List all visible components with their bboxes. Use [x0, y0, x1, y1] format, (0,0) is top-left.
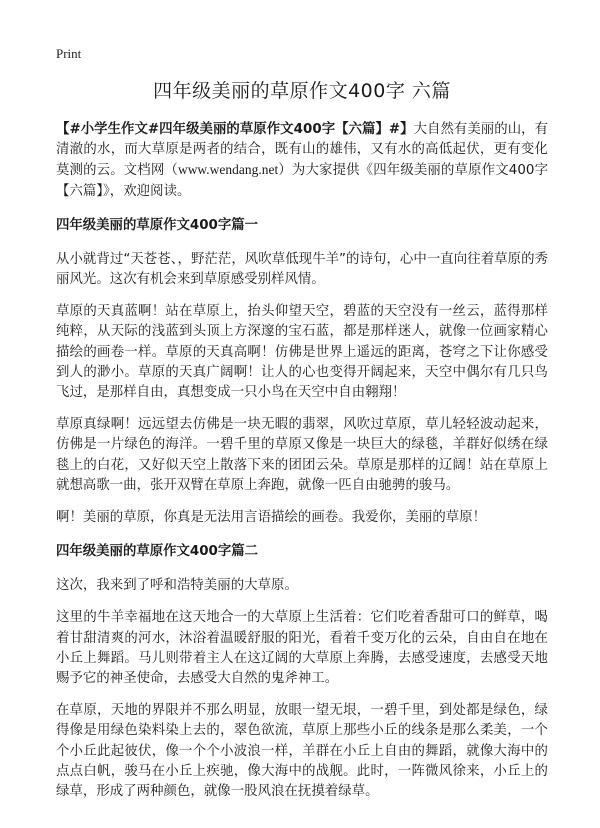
print-link[interactable]: Print — [56, 46, 82, 61]
section-heading-2: 四年级美丽的草原作文400字篇二 — [56, 544, 259, 560]
intro-tag: 【#小学生作文#四年级美丽的草原作文400字【六篇】#】 — [56, 122, 414, 137]
section-2-paragraph-2: 这里的牛羊幸福地在这天地合一的大草原上生活着：它们吃着香甜可口的鲜草，喝着甘甜清爽的河水，沐浴着温暖舒服的阳光，看着千变万化的云朵，自由自在地在小丘上舞蹈。马儿则带着主人在这辽阔的大草原上奔腾，去感受速度，去感受天地赐予它的神圣使命，去感受大自然的鬼斧神工。 — [56, 610, 548, 687]
section-1-paragraph-4: 啊！美丽的草原，你真是无法用言语描绘的画卷。我爱你，美丽的草原！ — [56, 510, 487, 526]
intro-text-end: ）为大家提供《四年级美丽的草原作文400字【六篇】》，欢迎阅读。 — [56, 163, 549, 199]
site-link[interactable]: www.wendang.net — [177, 162, 279, 178]
intro-text: 大自然有美丽的山，有清澈的水，而大草原是两者的结合，既有山的雄伟，又有水的高低起伏，更有变化莫测的云。文档网（ — [56, 122, 549, 179]
document-title: 四年级美丽的草原作文400字 六篇 — [153, 80, 451, 102]
section-1-paragraph-3: 草原真绿啊！远远望去仿佛是一块无暇的翡翠，风吹过草原，草儿轻轻波动起来，仿佛是一片绿色的海洋。一碧千里的草原又像是一块巨大的绿毯，羊群好似绣在绿毯上的白花，又好似天空上散落下来的团团云朵。草原是那样的辽阔！站在草原上就想高歌一曲，张开双臂在草原上奔跑，就像一匹自由驰骋的骏马。 — [56, 417, 548, 493]
section-1-paragraph-1: 从小就背过“天苍苍、，野茫茫，风吹草低现牛羊”的诗句，心中一直向往着草原的秀丽风光。这次有机会来到草原感受别样风情。 — [56, 251, 548, 288]
section-heading-1: 四年级美丽的草原作文400字篇一 — [56, 217, 259, 233]
intro-paragraph — [56, 120, 548, 202]
section-2-paragraph-3: 在草原，天地的界限并不那么明显，放眼一望无垠，一碧千里，到处都是绿色，绿得像是用绿色染料染上去的，翠色欲流，草原上那些小丘的线条是那么柔美，一个个小丘此起彼伏，像一个个小波浪一样，羊群在小丘上自由的舞蹈，就像大海中的点点白帆，骏马在小丘上疾驰，像大海中的战舰。此时，一阵微风徐来，小丘上的绿草，形成了两种颜色，就像一股风浪在抚摸着绿草。 — [56, 703, 548, 800]
section-1-paragraph-2: 草原的天真蓝啊！站在草原上，抬头仰望天空，碧蓝的天空没有一丝云，蓝得那样纯粹，从天际的浅蓝到头顶上方深邃的宝石蓝，都是那样迷人，就像一位画家精心描绘的画卷一样。草原的天真高啊！仿佛是世界上遥远的距离，苍穹之下让你感受到人的渺小。草原的天真广阔啊！让人的心也变得开阔起来，天空中偶尔有几只鸟飞过，是那样自由，真想变成一只小鸟在天空中自由翱翔！ — [56, 304, 548, 401]
document-body — [56, 120, 548, 814]
section-2-paragraph-1: 这次，我来到了呼和浩特美丽的大草原。 — [56, 578, 298, 594]
